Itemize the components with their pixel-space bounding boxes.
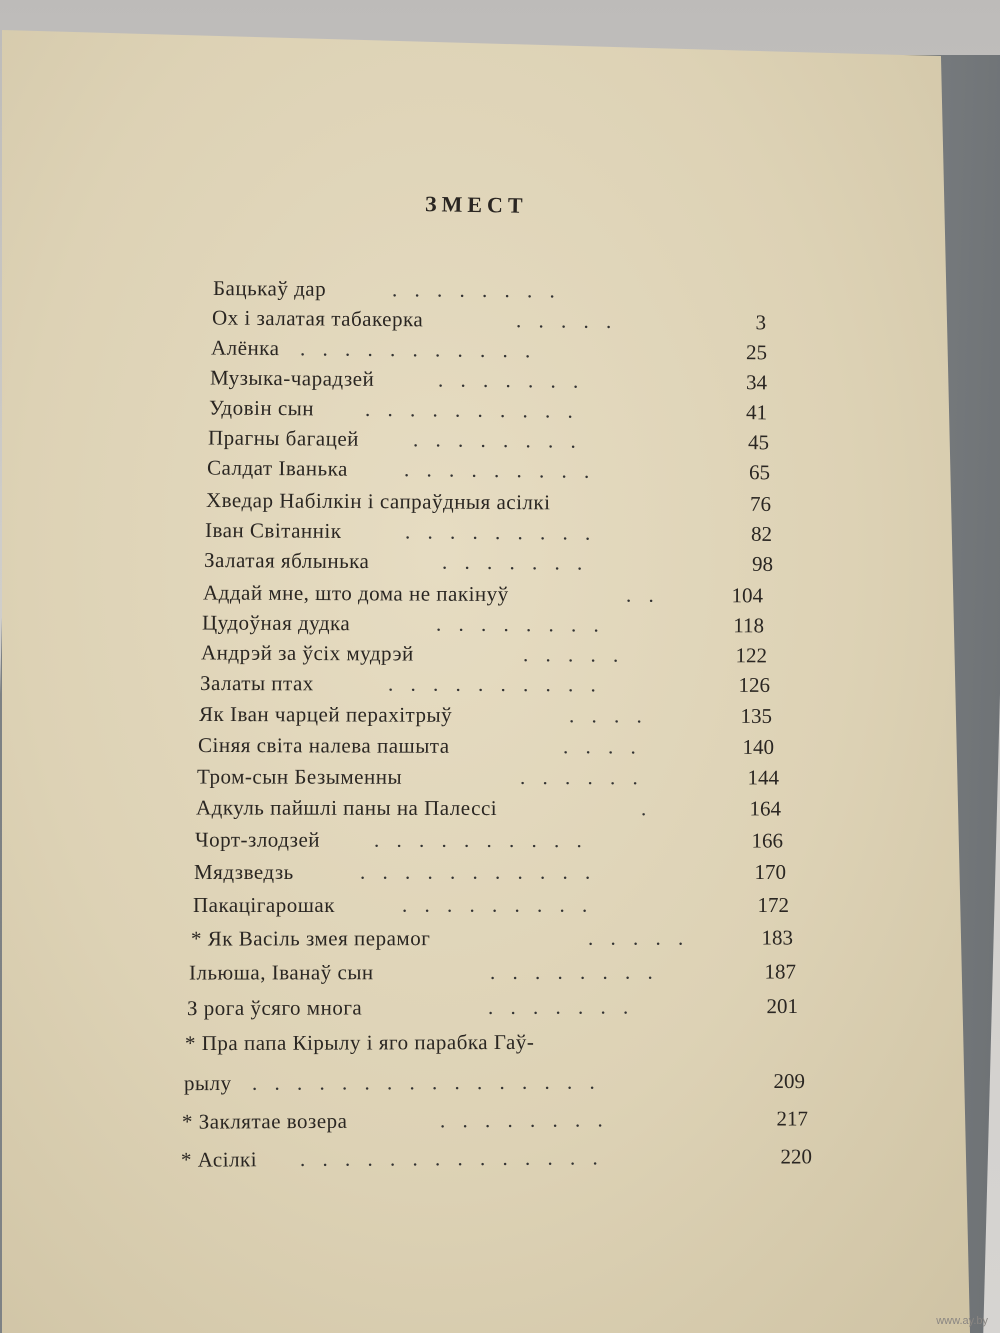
toc-entry-leader-dots: . . . . . . . . . [404,519,597,545]
toc-entry-leader-dots: . . . . . [515,308,618,334]
toc-entry-leader-dots: . . . . . . . . . . . . . . [299,1145,604,1172]
toc-entry [0,827,1000,859]
toc-entry-leader-dots: . . . . . . . . . . [387,671,602,697]
toc-entry-leader-dots: . . . . . . . . [391,277,561,303]
toc-entry-page-number: 25 [745,340,768,365]
toc-entry-title: Мядзведзь [194,860,294,884]
watermark: www.ay.by [936,1315,988,1327]
toc-entry-title: Удовін сын [208,395,315,421]
toc-entry-page-number: 41 [745,400,768,425]
toc-entry-title: Музыка-чарадзей [209,365,375,391]
toc-entry-page-number: 118 [733,613,765,638]
toc-entry-title: рылу [183,1070,232,1096]
toc-heading: ЗМЕСТ [424,191,528,218]
toc-entry-title: * Асілкі [180,1147,258,1172]
toc-entry-page-number: 104 [731,583,764,608]
toc-entry-page-number: 187 [764,959,797,984]
toc-entry-page-number: 217 [776,1106,809,1131]
toc-entry-page-number: 126 [738,672,771,697]
toc-entry [0,795,1000,827]
toc-entry-leader-dots: . . . . . [587,925,690,950]
toc-entry-leader-dots: . . . . . . . . . . [364,396,579,423]
toc-entry-leader-dots: . . . . . . . . [412,427,582,453]
toc-entry-page-number: 183 [761,925,794,950]
toc-entry-title: Як Іван чарцей перахітрыў [198,701,453,727]
toc-entry [0,925,1000,957]
toc-entry-title: * Як Васіль змея перамог [190,926,431,951]
toc-entry-leader-dots: . . . . . . . . . [402,893,594,917]
toc-entry-leader-dots: . . . . . . . [437,367,585,393]
toc-entry-leader-dots: . . . . . . [519,765,644,790]
toc-entry-title: Залатая яблынька [203,547,370,574]
toc-entry-title: Хведар Набілкін і сапраўдныя асілкі [205,487,551,515]
toc-entry-title: Пакацігарошак [193,893,335,917]
toc-entry-title: З рога ўсяго многа [186,995,363,1021]
toc-entry [0,959,1000,991]
toc-entry-page-number: 34 [745,370,768,395]
toc-entry [0,1068,1000,1101]
toc-entry-page-number: 166 [751,828,784,853]
toc-entry [0,701,1000,734]
toc-entry-page-number: 220 [780,1144,813,1169]
toc-entry [0,860,1000,890]
toc-entry-title: Салдат Іванька [206,455,348,481]
toc-entry-title: Іван Світаннік [204,517,342,543]
toc-entry-page-number: 209 [773,1068,806,1094]
toc-entry [0,670,1000,703]
toc-entry-title: * Пра папа Кірылу і яго парабка Гаў- [184,1029,535,1056]
toc-entry-page-number: 140 [742,734,775,759]
toc-entry-leader-dots: . . . . . . . . [489,959,659,985]
toc-entry-page-number: 164 [749,796,782,821]
toc-entry-page-number: 144 [747,765,780,790]
toc-entry-leader-dots: . . . . . . . . [439,1107,609,1133]
toc-entry-page-number: 65 [748,460,771,485]
toc-entry-page-number: 135 [740,703,773,728]
toc-entry [0,893,1000,923]
toc-entry-page-number: 201 [766,993,799,1019]
toc-entry-title: Аддай мне, што дома не пакінуў [202,580,509,607]
toc-entry-page-number: 76 [749,491,772,516]
toc-entry-title: Бацькаў дар [212,275,327,301]
toc-entry [0,547,1000,584]
toc-entry [0,732,1000,765]
toc-entry-leader-dots: . . . . . . . . . . . [299,336,537,363]
toc-entry [0,993,1000,1026]
toc-entry-leader-dots: . . . . . [522,642,625,667]
toc-entry-title: Андрэй за ўсіх мудрэй [200,640,414,666]
toc-entry [0,1105,1000,1140]
toc-entry-page-number: 45 [747,430,770,455]
toc-entry-title: Тром-сын Безыменны [196,764,403,789]
toc-entry-page-number: 170 [754,860,786,884]
toc-entry [0,1143,1000,1178]
toc-entry [0,764,1000,796]
toc-entry-title: Адкуль пайшлі паны на Палессі [195,795,498,820]
toc-entry-title: Ох і залатая табакерка [211,305,424,332]
toc-entry-page-number: 172 [757,893,789,917]
toc-entry-page-number: 98 [751,551,774,576]
toc-entry-leader-dots: . . . . . . . . . . . [360,860,597,884]
toc-entry-title: Алёнка [210,335,280,361]
toc-entry-page-number: 82 [750,521,773,546]
toc-entry-title: Прагны багацей [207,425,360,451]
toc-entry-title: Цудоўная дудка [201,610,351,636]
toc-entry-title: Сіняя світа налева пашыта [197,732,450,758]
toc-entry-leader-dots: . . . . [568,703,648,728]
toc-entry-leader-dots: . . . . . . . . [435,611,605,637]
toc-entry-leader-dots: . . . . [562,734,642,759]
toc-entry-title: Ільюша, Іванаў сын [188,960,374,985]
toc-entry-leader-dots: . . . . . . . . . . [373,827,588,853]
toc-entry-page-number: 122 [735,643,768,668]
toc-entry-leader-dots: . . . . . . . . . . . . . . . . [251,1069,601,1095]
toc-entry-leader-dots: . [640,796,653,821]
toc-entry-leader-dots: . . [625,582,660,607]
toc-entry-title: Залаты птах [199,670,314,696]
toc-entry-title: Чорт-злодзей [194,827,321,852]
toc-entry [0,639,1000,674]
toc-entry [0,1028,1000,1061]
toc-entry-page-number: 3 [755,310,767,335]
toc-entry-leader-dots: . . . . . . . [441,549,589,575]
toc-entry-title: * Заклятае возера [181,1108,348,1134]
toc-entry-leader-dots: . . . . . . . . . [403,457,596,483]
toc-entry-leader-dots: . . . . . . . [487,994,635,1020]
